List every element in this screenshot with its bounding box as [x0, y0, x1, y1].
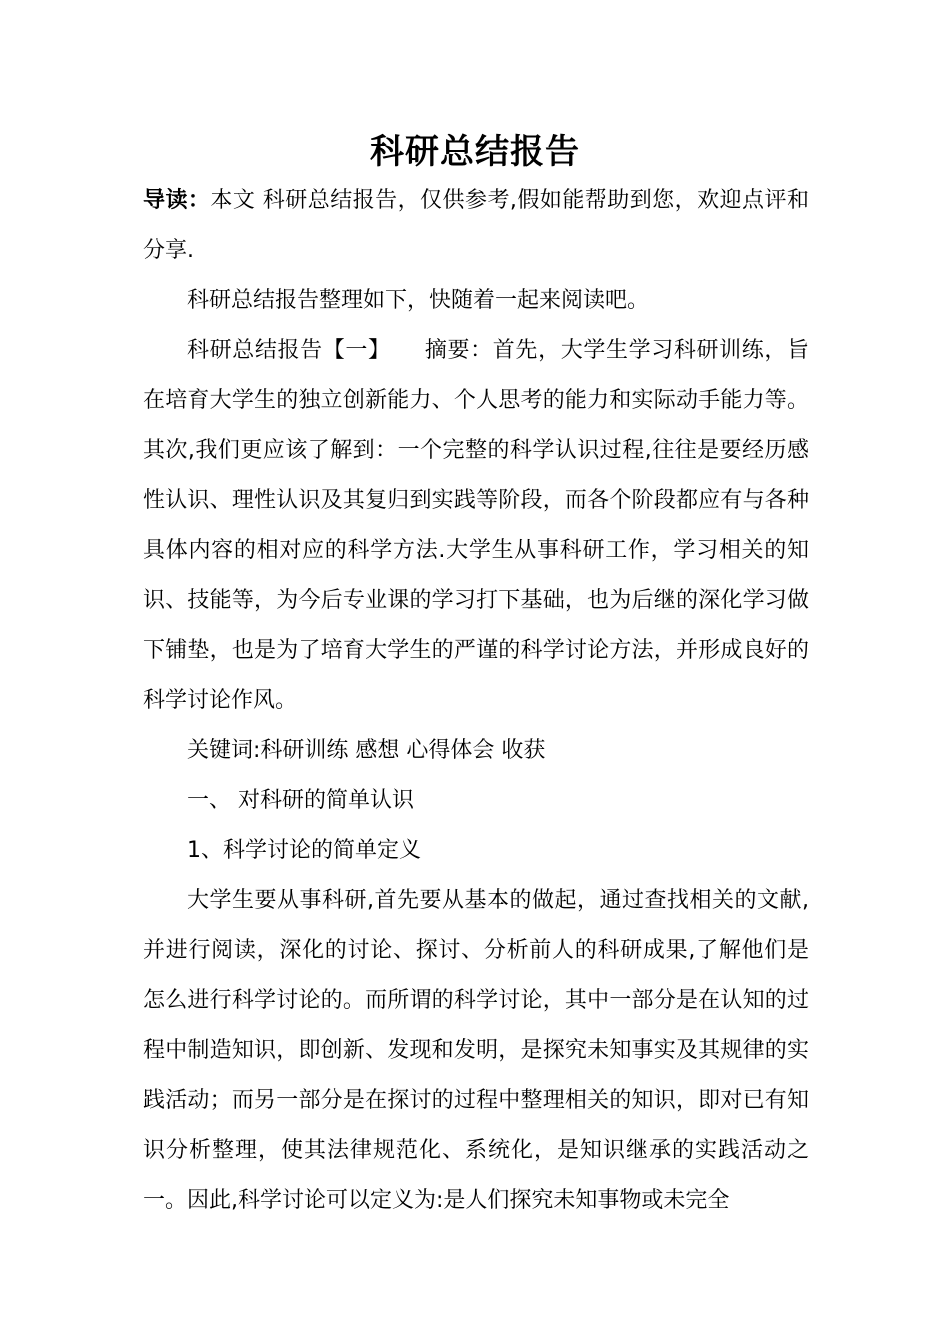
intro-text: 本文 科研总结报告，仅供参考,假如能帮助到您，欢迎点评和分享.: [143, 188, 809, 263]
section-heading-1: 一、 对科研的简单认识: [187, 788, 414, 813]
subsection-heading-1-1: 1、科学讨论的简单定义: [187, 838, 421, 863]
document-body: [143, 176, 809, 1226]
document-title: 科研总结报告: [370, 132, 580, 172]
paragraph-keywords: 关键词:科研训练 感想 心得体会 收获: [187, 738, 546, 763]
paragraph-abstract: 科研总结报告【一】 摘要：首先，大学生学习科研训练，旨在培育大学生的独立创新能力、个人思考的能力和实际动手能力等。其次,我们更应该了解到：一个完整的科学认识过程,往往是要经历感性认识、理性认识及其复归到实践等阶段，而各个阶段都应有与各种具体内容的相对应的科学方法.大学生从事科研工作，学习相关的知识、技能等，为今后专业课的学习打下基础，也为后继的深化学习做下铺垫，也是为了培育大学生的严谨的科学讨论方法，并形成良好的科学讨论作风。: [143, 338, 809, 713]
intro-label: 导读：: [143, 188, 211, 213]
paragraph-intro-line: 科研总结报告整理如下，快随着一起来阅读吧。: [187, 288, 650, 313]
intro-paragraph: [143, 176, 809, 276]
paragraph-definition: 大学生要从事科研,首先要从基本的做起，通过查找相关的文献,并进行阅读，深化的讨论、探讨、分析前人的科研成果,了解他们是怎么进行科学讨论的。而所谓的科学讨论，其中一部分是在认知的过程中制造知识，即创新、发现和发明，是探究未知事实及其规律的实践活动；而另一部分是在探讨的过程中整理相关的知识，即对已有知识分析整理，使其法律规范化、系统化，是知识继承的实践活动之一。因此,科学讨论可以定义为:是人们探究未知事物或未完全: [143, 888, 809, 1213]
